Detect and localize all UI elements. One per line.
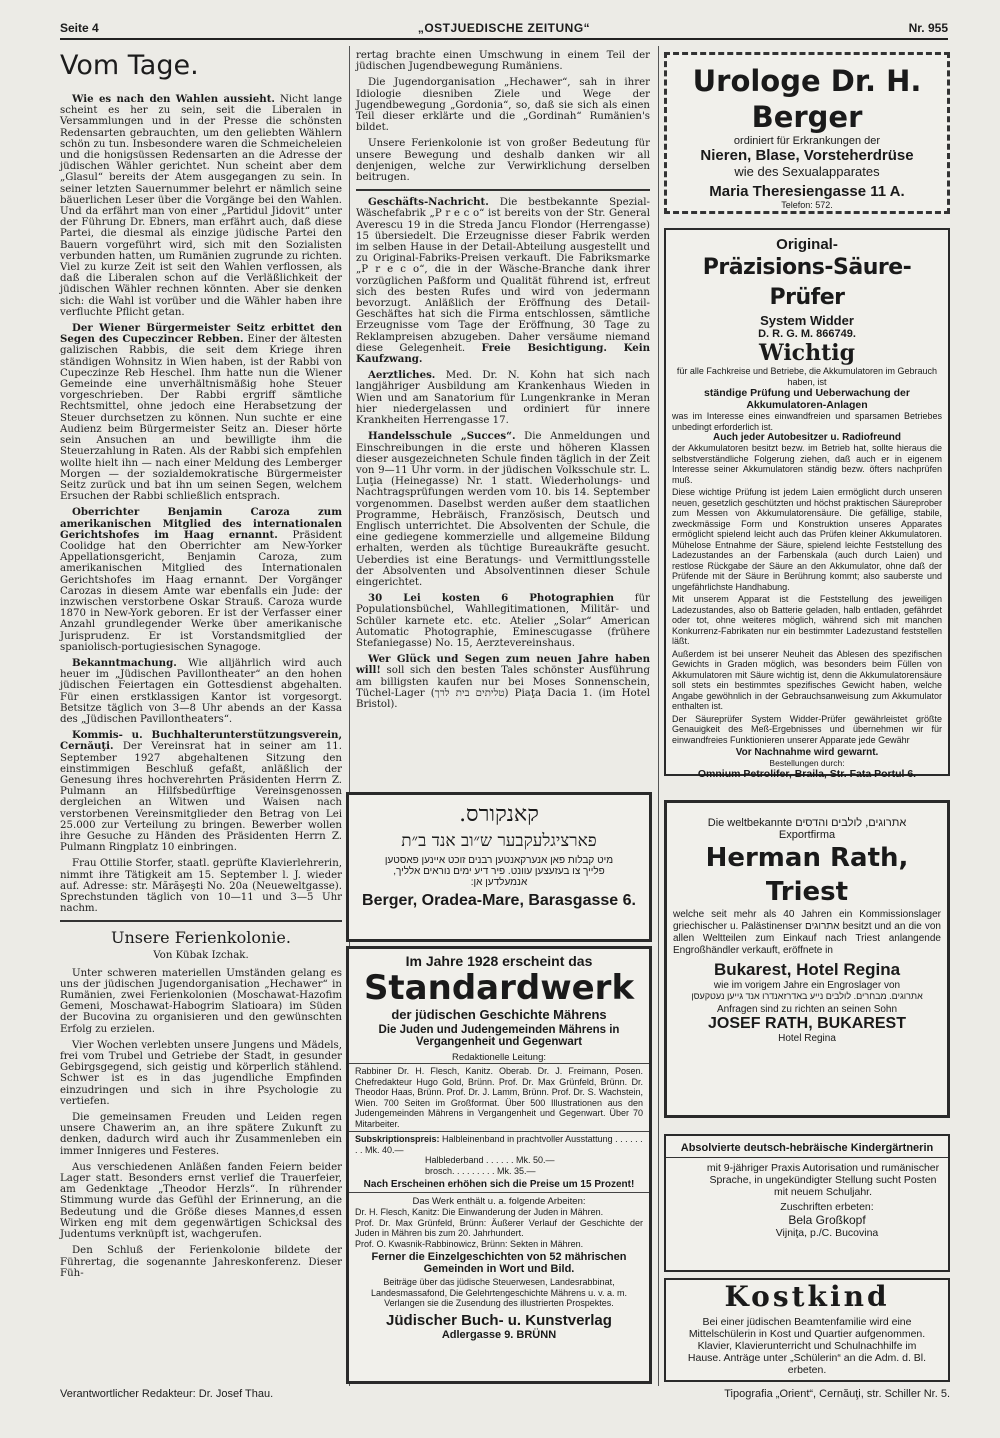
- ad-text: ständige Prüfung und Ueberwachung der Akkumulatoren-Anlagen: [704, 387, 910, 411]
- ad-kostkind: [664, 1278, 950, 1382]
- ad-standardwerk: [346, 946, 652, 1384]
- ad-title: Urologe Dr. H. Berger: [692, 64, 922, 134]
- ad-subtitle: פארציגלעקבער ש״וב אנד ב״ת: [401, 831, 597, 851]
- article-text: Unter schweren materiellen Umständen gelang es uns der jüdischen Jugendorganisation „Hechawer“ in Rumänien, zwei Ferienkolonien (Moschawat-Hazofim Gemeni, Moschawat-Habogrim Slatioara) im Süden der Bucovina zu organisieren und den gewünschten Erfolg zu erzielen.: [60, 967, 342, 1035]
- ad-label: Das Werk enthält u. a. folgende Arbeiten:: [412, 1196, 586, 1207]
- ad-text: mit 9-jähriger Praxis Autorisation und rumänischer Sprache, in ungekündigter Stellung sucht Posten mit neuem Schuljahr.: [706, 1162, 940, 1198]
- page-header: [60, 18, 948, 40]
- ad-text: Anfragen sind zu richten an seinen Sohn: [716, 1004, 898, 1015]
- ad-text: Dr. H. Flesch, Kanitz: Die Einwanderung der Juden in Mähren.: [355, 1207, 604, 1217]
- article-text: Die Anmeldungen und Einschreibungen in die erste und höheren Klassen dieser ausgezeichneten Schule finden täglich in der Zeit von 9—11 Uhr vorm. in der jüdischen Volksschule str. L. Luţia (Heinegasse) Nr. 1 statt. Wiederholungs- und Nachtragsprüfungen werden vom 10. bis 14. September vorgenommen. Daselbst werden außer dem staatlichen Programme, Hebräisch, Französisch, Deutsch und Englisch unterrichtet. Die Absolventen der Schule, die eine gediegene kommerzielle und allgemeine Bildung erhalten, werden als tüchtige Bureaukräfte gesucht. Ueberdies ist eine Beratungs- und Vermittlungsstelle der Absolventen und Absolventinnen dieser Schule eingerichtet.: [356, 431, 650, 588]
- ad-text: ordiniert für Erkrankungen der: [733, 135, 881, 147]
- footer-editor: Verantwortlicher Redakteur: Dr. Josef Thau.: [60, 1388, 274, 1400]
- section-title: Vom Tage.: [60, 50, 199, 81]
- ad-title: Standardwerk: [363, 968, 635, 1008]
- issue-number: Nr. 955: [908, 21, 948, 35]
- column-left: [60, 50, 342, 1284]
- article-text: Die bestbekannte Spezial-Wäschefabrik „P r e c o“ ist bereits von der Str. General Averescu 19 in die Streda Jancu Flondor (Herrengasse) 15 übersiedelt. Die Erzeugnisse dieser Fabrik werden im selben Hause in der Detail-Abteilung ausgestellt und zu Original-Fabriks-Preisen verkauft. Die Fabriksmarke „P r e c o“, die in der Wäsche-Branche dank ihrer vorzüglichen Paßform und Qualität führend ist, erfreut sich des besten Rufes und wird von jedermann bevorzugt. Anläßlich der Eröffnung des Detail-Geschäftes hat sich die Firma entschlossen, sämtliche Erzeugnisse vom Tage der Eröffnung, 30 Tage zu Reklampreisen abzugeben. Daher versäume niemand diese Gelegenheit.: [356, 197, 650, 354]
- ad-address: Omnium Petrolifer, Braila, Str. Fata Portul 6.: [697, 768, 917, 780]
- article-lead: Wer Glück und Segen zum neuen Jahre haben will!: [356, 653, 650, 677]
- ad-text: Exportfirma: [778, 829, 836, 841]
- article-text: Einer der ältesten galizischen Rabbis, die seit dem Kriege ihren ständigen Wohnsitz in Wien haben, ist der Rabbi von Cupeczinze Reb Heschel. Ihm hatte nun die Wiener Gemeinde eine unverhältnismäßig hohe Steuer vorgeschrieben. Der Rabbi ergriff sämtliche Rechtsmittel, ohne jedoch eine Herabsetzung der Steuer durchsetzen zu können. Nun suchte er eine Audienz beim Bürgermeister Seitz an. Dieser hörte sein Ansuchen an und bewilligte ihm die Steuerzahlung in Raten. Als der Rabbi sich empfehlen wollte hielt ihn — nach einer Meldung des Lemberger Morgen — der sozialdemokratische Bürgermeister Seitz zurück und bat ihn um seinen Segen, welchem Ersuchen der Rabbi schließlich entsprach.: [60, 334, 342, 503]
- article-text: Die gemeinsamen Freuden und Leiden regen unsere Chawerim an, an ihre spätere Zukunft zu denken, dadurch wird auch ihr Zusammenleben ein immer Innigeres und Festeres.: [60, 1112, 342, 1157]
- ad-text: Ferner die Einzelgeschichten von 52 mährischen Gemeinden in Wort und Bild.: [371, 1251, 627, 1275]
- ad-price: Halbleinenband in prachtvoller Ausstattung . . . . . . . . Mk. 40.—: [355, 1134, 643, 1155]
- ad-city: Bukarest, Hotel Regina: [713, 960, 901, 979]
- ad-text: Diese wichtige Prüfung ist jedem Laien ermöglicht durch unseren neuen, gesetzlich geschützten und höchst praktischen Säureprober zum Messen von Akkumulatorensäure. Die gefällige, stabile, zweckmässige Form und Konstruktion unseres Apparates ermöglicht spielend leicht auch das Prüfen kleiner Akkumulatoren. Mühelose Entnahme der Säure, spielend leichte Feststellung des Ladezustandes an der Farbenskala (auch durch Laien) und restlose Rückgabe der Säure an den Akkumulator, ohne daß der Prüfende mit der Säure in Berührung kommt; also sauberste und ungefährlichste Handhabung.: [672, 487, 942, 592]
- article-lead: Oberrichter Benjamin Caroza zum amerikanischen Mitglied des internationalen Gerichtshofes im Haag ernannt.: [60, 506, 342, 541]
- ad-text: Die weltbekannte אתרוגים, לולבים והדסים: [707, 817, 907, 829]
- ad-urologe: [664, 52, 950, 214]
- ad-text: wie des Sexualapparates: [734, 164, 880, 179]
- article-text: Nicht lange scheint es her zu sein, seit die Liberalen in Versammlungen und in der Presse die schönsten Redensarten gebrauchten, um den geliebten Wählern schön zu tun. Insbesondere waren die Schmeicheleien und die honigsüssen Redensarten an die Adresse der jüdischen Wähler gerichtet. Nun scheint aber dem „Glasul“ bereits der Atem ausgegangen zu sein. In seiner letzten Sauernummer belehrt er nämlich seine bäuerlichen Leser über die Vorgänge bei den Wahlen. Und da erfährt man von einer „Partidul Jidovit“ unter der Führung Dr. Ebners, man erfährt auch, daß diese Partei, die diesmal als einzige jüdische Partei den Bauern vorgeführt wird, sich mit den Sozialisten verbunden hatten, um Rumänien zugrunde zu richten. Viel zu kurze Zeit ist seit den Wahlen verflossen, als daß die Liberalen schon auf die Verläßlichkeit der jüdischen Wähler rechnen könnten. Aber sie denken sich: die Wahl ist vorüber und die Wähler haben ihre verfluchte Pflicht getan.: [60, 94, 342, 318]
- footer-printer: Tipografia „Orient“, Cernăuţi, str. Schiller Nr. 5.: [724, 1388, 950, 1400]
- article-text: Aus verschiedenen Anläßen fanden Feiern beider Lager statt. Besonders ernst verlief die Trauerfeier, am Gedenktage „Theodor Herzls“. In rührender Stimmung wurde das Gefühl der Erinnerung, an die Bedeutung und die Größe dieses Mannes,d essen Wirken eng mit dem gegenwärtigen Schicksal des Judentums verknüpft ist, wachgerufen.: [60, 1161, 342, 1241]
- article-text: Präsident Coolidge hat den Oberrichter am New-Yorker Appellationsgericht, Benjamin Caroza, zum amerikanischen Mitglied des Internationalen Gerichtshofes im Haag ernannt. Der Vorgänger Carozas in diesem Amte war ebenfalls ein Jude: der inzwischen verstorbene Oskar Strauß. Caroza wurde 1870 in New-York geboren. Er ist der Verfasser einer Anzahl grundlegender Werke über amerikanische Jurisprudenz. Er ist Vorstandsmitglied der spaniolisch-portugiesischen Synagoge.: [60, 529, 342, 653]
- article-text: soll sich den besten Tales schönster Ausführung am billigsten kaufen nur bei Moses Sonnenschein, Tüchel-Lager (טליתים בית לרך) Piaţa Dacia 1. (im Hotel Bristol).: [356, 665, 650, 710]
- ad-text: Zuschriften erbeten:: [780, 1201, 874, 1213]
- ad-subtitle: der jüdischen Geschichte Mährens: [391, 1007, 607, 1022]
- article-text: Frau Ottilie Storfer, staatl. geprüfte Klavierlehrerin, nimmt ihre Tätigkeit am 15. September l. J. wieder auf. Adresse: str. Mărăşeşti No. 20a (Neueweltgasse). Sprechstunden täglich von 10—11 und 3—5 Uhr nachm.: [60, 858, 342, 915]
- ad-note: Nach Erscheinen erhöhen sich die Preise um 15 Prozent!: [349, 1179, 649, 1193]
- ad-text: מיט קבלות פאן אנערקאנטען רבנים זוכט איינען פאסטען: [384, 855, 614, 866]
- ad-title: קאנקורס.: [459, 802, 539, 827]
- ad-intro: Im Jahre 1928 erscheint das: [405, 953, 593, 969]
- ad-text: פלייך צו בעזעצען עוונט. פיר דיע ימים נוראים אלליך,: [393, 866, 605, 877]
- ad-text: System Widder: [760, 313, 854, 328]
- newspaper-title: „OSTJUEDISCHE ZEITUNG“: [417, 21, 591, 35]
- article-lead: Der Wiener Bürgermeister Seitz erbittet den Segen des Cupeczincer Rebben.: [60, 322, 342, 346]
- article-lead: Handelsschule „Succes“.: [368, 430, 516, 443]
- article-text: Unsere Ferienkolonie ist von großer Bedeutung für unsere Bewegung und deshalb danken wir all denjenigen, welche zur Verwirklichung derselben beitrugen.: [356, 138, 650, 184]
- ad-title: Absolvierte deutsch-hebräische Kindergärtnerin: [666, 1142, 948, 1158]
- article-text: Die Jugendorganisation „Hechawer“, sah in ihrer Idiologie diesniben Ziele und Wege der Jugendbewegung „Gordonia“, so, daß sie sich als einen Teil dieser erklärte und die „Gordinah“ Rumänien's bildet.: [356, 77, 650, 134]
- article-lead: Bekanntmachung.: [72, 656, 177, 669]
- article-text: für Populationsbüchel, Wahllegitimationen, Militär- und Schüler karnete etc. etc. Atelier „Solar“ American Automatic Photographie, Eminescugasse (frühere Stefaniegasse) No. 15, Aerztevereinshaus.: [356, 593, 650, 649]
- article-text: Den Schluß der Ferienkolonie bildete der Führertag, die sogenannte Jahreskonferenz. Dieser Füh-: [60, 1245, 342, 1279]
- ad-text: אנמעלדען אן:: [470, 877, 528, 888]
- ad-saeure-pruefer: [664, 228, 950, 780]
- ad-label: Bestellungen durch:: [769, 758, 845, 768]
- ad-text: Original-: [776, 236, 838, 253]
- ad-text: Bei einer jüdischen Beamtenfamilie wird eine Mittelschülerin in Kost und Quartier aufgenommen. Klavier, Klavierunterricht und Schulnachhilfe im Hause. Anträge unter „Schülerin“ an die Adm. d. Bl. erbeten.: [687, 1316, 927, 1376]
- column-middle: [356, 50, 650, 715]
- ad-text: Prof. O. Kwasnik-Rabbinowicz, Brünn: Sekten in Mähren.: [355, 1238, 584, 1249]
- ad-text: für alle Fachkreise und Betriebe, die Akkumulatoren im Gebrauch haben, ist: [676, 366, 938, 387]
- article-lead: Geschäfts-Nachricht.: [368, 196, 489, 209]
- article-text: Med. Dr. N. Kohn hat sich nach langjähriger Ausbildung am Krankenhaus Wieden in Wien und am Sanatorium für Lungenkranke in Meran hier niedergelassen und ordiniert für innere Krankheiten Herrengasse 17.: [356, 370, 650, 427]
- article-lead: Wie es nach den Wahlen aussieht.: [72, 93, 275, 105]
- ad-price: brosch. . . . . . . . . Mk. 35.—: [425, 1165, 536, 1176]
- ad-prices: [349, 1134, 649, 1176]
- ad-text: der Akkumulatoren besitzt bezw. im Betrieb hat, sollte hieraus die selbstverständliche Folgerung ziehen, daß auch er in eigenem Interesse seiner Akkumulatoren ständig bezw. öfters nachprüfen muß.: [672, 443, 942, 485]
- ad-subtitle: Die Juden und Judengemeinden Mährens in Vergangenheit und Gegenwart: [378, 1024, 620, 1048]
- ad-price: Halblederband . . . . . . Mk. 50.—: [425, 1155, 555, 1165]
- ad-kantor-hebrew: [346, 792, 652, 942]
- article-lead: Aerztliches.: [368, 369, 436, 382]
- ad-text: wie im vorigem Jahre ein Engroslager von: [713, 980, 901, 991]
- ad-text: Beiträge über das jüdische Steuerwesen, Landesrabbinat, Landesmassafond, Die Gelehrtengeschichte Mährens u. v. a. m. Verlangen sie die Zusendung des illustrierten Prospektes.: [371, 1277, 627, 1308]
- divider: [60, 920, 342, 922]
- ad-text: Der Säureprüfer System Widder-Prüfer gewährleistet größte Genauigkeit des Meß-Ergebnisses und übernehmen wir für einwandfreies Funktionieren unserer Apparate jede Gewähr: [672, 713, 942, 745]
- ad-note: Vor Nachnahme wird gewarnt.: [735, 747, 879, 758]
- ad-text: Außerdem ist bei unserer Neuheit das Ablesen des spezifischen Gewichts in Graden möglich, was besonders beim Füllen von Akkumulatoren mit Säure wichtig ist, denn die Akkumulatorensäure soll stets ein bestimmtes spezifisches Gewicht haben, welche Angabe gewöhnlich in der Gebrauchsanweisung zum Akkumulator enthalten ist.: [672, 648, 942, 711]
- ad-kindergaertnerin: [664, 1134, 950, 1272]
- ad-title: Präzisions-Säure-Prüfer: [702, 255, 912, 310]
- ad-address: Vijniţa, p./C. Bucovina: [775, 1227, 879, 1239]
- column-divider: [658, 46, 659, 1386]
- ad-text: Prof. Dr. Max Grünfeld, Brünn: Äußerer Verlauf der Geschichte der Juden in Mähren bis zum 20. Jahrhundert.: [355, 1217, 643, 1238]
- article-text: Vier Wochen verlebten unsere Jungens und Mädels, frei vom Trubel und Getriebe der Stadt, in gesunder Gebirgsgegend, sich geistig und körperlich stählend. Schwer ist es in das jugendliche Empfinden einzudringen und sich in ihre Psychologie zu vertiefen.: [60, 1039, 342, 1107]
- ad-title: Herman Rath, Triest: [705, 843, 909, 907]
- divider: [356, 189, 650, 191]
- ad-address: Maria Theresiengasse 11 A.: [709, 183, 905, 200]
- ad-text: Rabbiner Dr. H. Flesch, Kanitz. Oberab. Dr. J. Freimann, Posen. Chefredakteur Hugo Gold, Brünn. Prof. Dr. Max Grünfeld, Brünn. Dr. Theodor Haas, Brünn. Prof. Dr. J. Lamm, Brünn. Prof. Dr. S. Wachstein, Wien. 700 Seiten im Großformat. Über 500 Illustrationen aus den Judengemeinden Mährens in Vergangenheit und Gegenwart. Über 70 Mitarbeiter.: [349, 1063, 649, 1132]
- article-text: rertag brachte einen Umschwung in einem Teil der jüdischen Jugendbewegung Rumäniens.: [356, 50, 650, 73]
- ad-heading: Wichtig: [759, 340, 855, 366]
- ad-name: Bela Großkopf: [788, 1213, 866, 1227]
- ad-publisher: Jüdischer Buch- u. Kunstverlag: [386, 1311, 612, 1329]
- ad-text: Auch jeder Autobesitzer u. Radiofreund: [713, 432, 901, 443]
- ad-label: Redaktionelle Leitung:: [451, 1052, 546, 1063]
- ad-title: Kostkind: [724, 1280, 890, 1313]
- ad-label: Subskriptionspreis:: [355, 1134, 440, 1144]
- ad-text: D. R. G. M. 866749.: [758, 328, 856, 340]
- page-label: Seite 4: [60, 21, 99, 35]
- article-tail: Freie Besichtigung. Kein Kaufzwang.: [356, 341, 650, 366]
- ad-text: Hotel Regina: [778, 1033, 836, 1044]
- ad-text: אתרוגים. מבחרים. לולבים נייע באדרזאנדרו אנד גייען נעטקעסן: [691, 991, 923, 1001]
- article-lead: 30 Lei kosten 6 Photographien: [368, 592, 615, 605]
- ad-herman-rath: [664, 800, 950, 1118]
- ad-text: was im Interesse eines einwandfreien und sparsamen Betriebes unbedingt erforderlich ist.: [672, 411, 942, 432]
- article-text: Der Vereinsrat hat in seiner am 11. September 1927 abgehaltenen Sitzung den einstimmigen Beschluß gefaßt, anläßlich der Genesung ihres hochverehrten Präsidenten Herrn Z. Pulmann an Hilfsbedürftige Vereinsgenossen dergleichen an Witwen und Waisen nach verstorbenen Vereinsmitglieder den Betrag von Lei 25.000 zur Verteilung zu bringen. Bewerber wollen ihre Gesuche zu Händen des Präsidenten Herrn Z. Pulmann Ringplatz 10 einbringen.: [60, 741, 343, 854]
- article-lead: Kommis- u. Buchhalterunterstützungsverein, Cernăuţi.: [60, 729, 342, 753]
- ad-address: Berger, Oradea-Mare, Barasgasse 6.: [362, 892, 636, 909]
- ad-phone: Telefon: 572.: [781, 200, 833, 210]
- article-title: Unsere Ferienkolonie.: [111, 928, 291, 948]
- ad-text: welche seit mehr als 40 Jahren ein Kommissionslager griechischer u. Palästinenser אתרוגים besitzt und an die von allen Weltteilen zum Einkauf nach Triest anlangende Engroßhändler verkauft, eröffnete in: [673, 909, 941, 956]
- ad-text: Mit unserem Apparat ist die Feststellung des jeweiligen Ladezustandes, also ob Batterie geladen, halb entladen, gefährdet oder tot, ohne weiteres möglich, während sich mit manchen Konkurrenz-Fabrikaten nur ein bestimmter Ladezustand feststellen läßt.: [672, 594, 942, 646]
- article-author: Von Kübak Izchak.: [153, 950, 249, 962]
- ad-address: Adlergasse 9. BRÜNN: [441, 1328, 557, 1341]
- article-text: Wie alljährlich wird auch heuer im „Jüdischen Pavillontheater“ an den hohen jüdischen Feiertagen ein Gottesdienst abgehalten. Für einen erstklassigen Kantor ist vorgesorgt. Betsitze täglich von 3—8 Uhr abends an der Kassa des „Jüdischen Pavillontheaters“.: [60, 657, 342, 725]
- ad-name: JOSEF RATH, BUKAREST: [708, 1015, 906, 1032]
- ad-text: Nieren, Blase, Vorsteherdrüse: [700, 147, 914, 164]
